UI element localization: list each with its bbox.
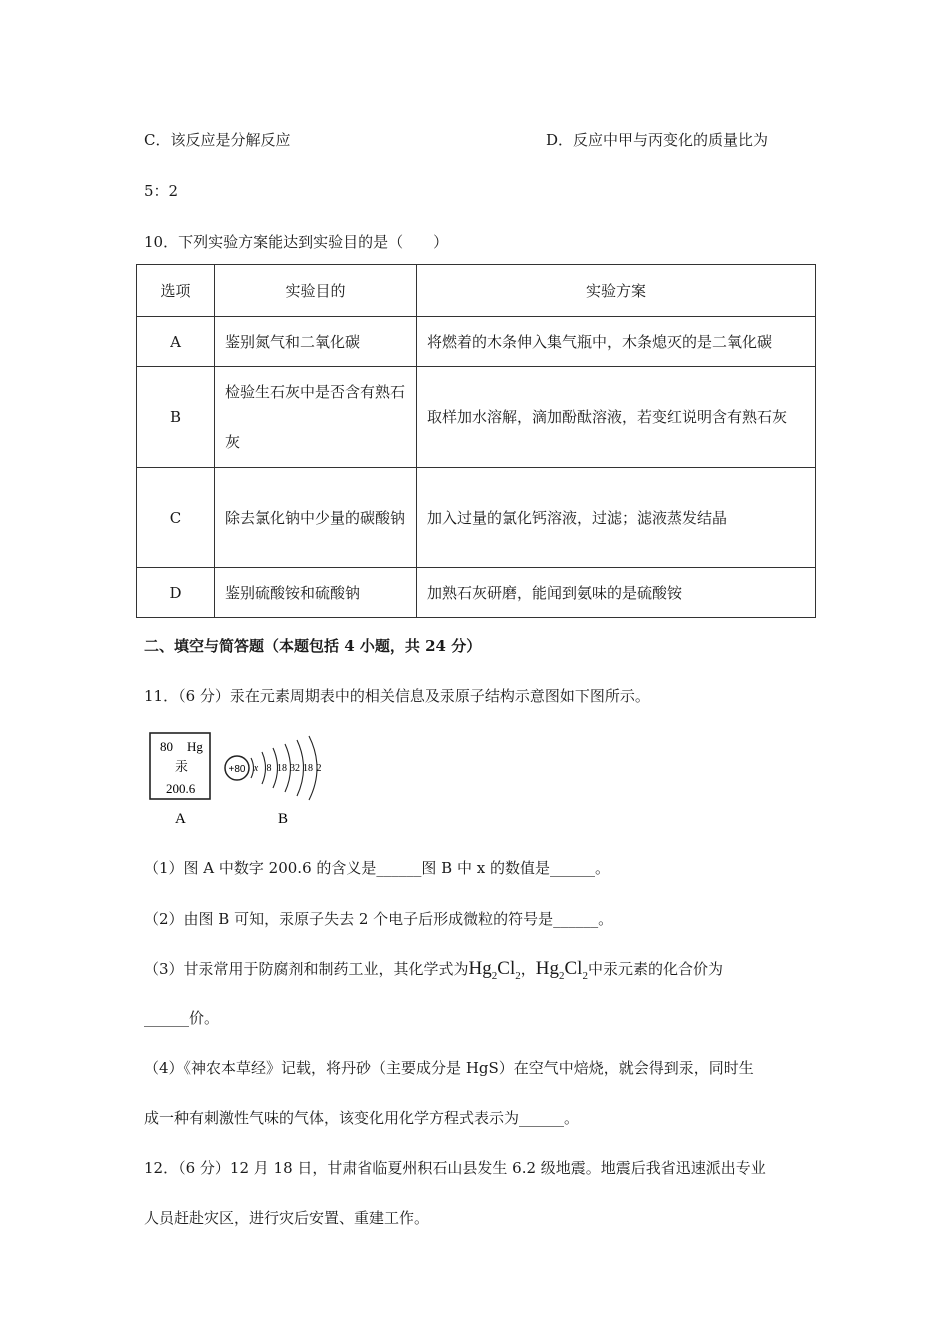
header-purpose: 实验目的: [215, 265, 417, 317]
shell-electrons: 2: [316, 763, 322, 774]
row-plan: 加熟石灰研磨，能闻到氨味的是硫酸铵: [417, 568, 816, 618]
row-option: D: [137, 568, 215, 618]
header-plan: 实验方案: [417, 265, 816, 317]
shell-arc: [262, 752, 266, 784]
q11-stem: 11．（6 分）汞在元素周期表中的相关信息及汞原子结构示意图如下图所示。: [144, 687, 650, 705]
formula-part: Cl: [497, 958, 516, 979]
q11-part2: （2）由图 B 可知，汞原子失去 2 个电子后形成微粒的符号是______。: [144, 910, 614, 928]
q11-part3-prefix: （3）甘汞常用于防腐剂和制药工业，其化学式为: [144, 960, 469, 978]
q11-part3-separator: ，: [520, 960, 536, 978]
figure-label-a: A: [175, 811, 186, 827]
q9-option-d-continued: 5：2: [144, 182, 179, 200]
formula-subscript: 2: [515, 969, 521, 982]
row-purpose: 鉴别氮气和二氧化碳: [215, 317, 417, 367]
element-symbol: Hg: [187, 739, 203, 754]
q12-stem-continued: 人员赶赴灾区，进行灾后安置、重建工作。: [144, 1209, 430, 1227]
row-purpose: 鉴别硫酸铵和硫酸钠: [215, 568, 417, 618]
formula-part: Cl: [564, 958, 583, 979]
row-option: A: [137, 317, 215, 367]
figure-label-b: B: [278, 811, 289, 827]
q11-part3: [144, 956, 723, 989]
row-plan: 将燃着的木条伸入集气瓶中，木条熄灭的是二氧化碳: [417, 317, 816, 367]
shell-electrons: 32: [290, 763, 300, 774]
q9-option-c: C．该反应是分解反应: [144, 131, 291, 149]
element-name: 汞: [175, 760, 189, 775]
mercury-figure: [145, 727, 335, 830]
shell-electrons: x: [253, 763, 259, 774]
formula-part: Hg: [468, 958, 492, 979]
q11-part1: （1）图 A 中数字 200.6 的含义是______图 B 中 x 的数值是______。: [144, 859, 610, 877]
q11-part3-continued: ______价。: [144, 1009, 220, 1027]
formula-calomel: [535, 958, 588, 982]
shell-electrons: 8: [266, 763, 272, 774]
row-purpose: 检验生石灰中是否含有熟石灰: [215, 367, 417, 468]
shell-electrons: 18: [277, 763, 287, 774]
formula-calomel: [468, 958, 521, 982]
row-purpose: 除去氯化钠中少量的碳酸钠: [215, 468, 417, 568]
section-heading: 二、填空与简答题（本题包括 4 小题，共 24 分）: [144, 637, 482, 655]
formula-subscript: 2: [558, 969, 565, 982]
q12-stem: 12．（6 分）12 月 18 日，甘肃省临夏州积石山县发生 6.2 级地震。地震后我省迅速派出专业: [144, 1159, 766, 1177]
shell-electrons: 18: [303, 763, 313, 774]
formula-subscript: 2: [491, 969, 498, 982]
row-option: C: [137, 468, 215, 568]
row-plan: 加入过量的氯化钙溶液，过滤；滤液蒸发结晶: [417, 468, 816, 568]
q11-part3-suffix: 中汞元素的化合价为: [587, 960, 723, 978]
q11-part4-continued: 成一种有刺激性气味的气体，该变化用化学方程式表示为______。: [144, 1109, 580, 1127]
row-plan: 取样加水溶解，滴加酚酞溶液，若变红说明含有熟石灰: [417, 367, 816, 468]
q10-stem: 10．下列实验方案能达到实验目的是（ ）: [144, 233, 449, 251]
table-row: [137, 568, 816, 618]
nucleus-charge: +80: [228, 764, 246, 775]
formula-subscript: 2: [582, 969, 588, 982]
atomic-number: 80: [160, 739, 173, 754]
q11-part4: （4）《神农本草经》记载，将丹砂（主要成分是 HgS）在空气中焙烧，就会得到汞，同时生: [144, 1059, 754, 1077]
table-header-row: [137, 265, 816, 317]
experiment-table: [136, 264, 816, 618]
table-row: [137, 468, 816, 568]
formula-part: Hg: [535, 958, 559, 979]
header-option: 选项: [137, 265, 215, 317]
q9-option-d: D．反应中甲与丙变化的质量比为: [546, 131, 769, 149]
row-option: B: [137, 367, 215, 468]
atomic-mass: 200.6: [166, 781, 196, 796]
table-row: [137, 367, 816, 468]
table-row: [137, 317, 816, 367]
